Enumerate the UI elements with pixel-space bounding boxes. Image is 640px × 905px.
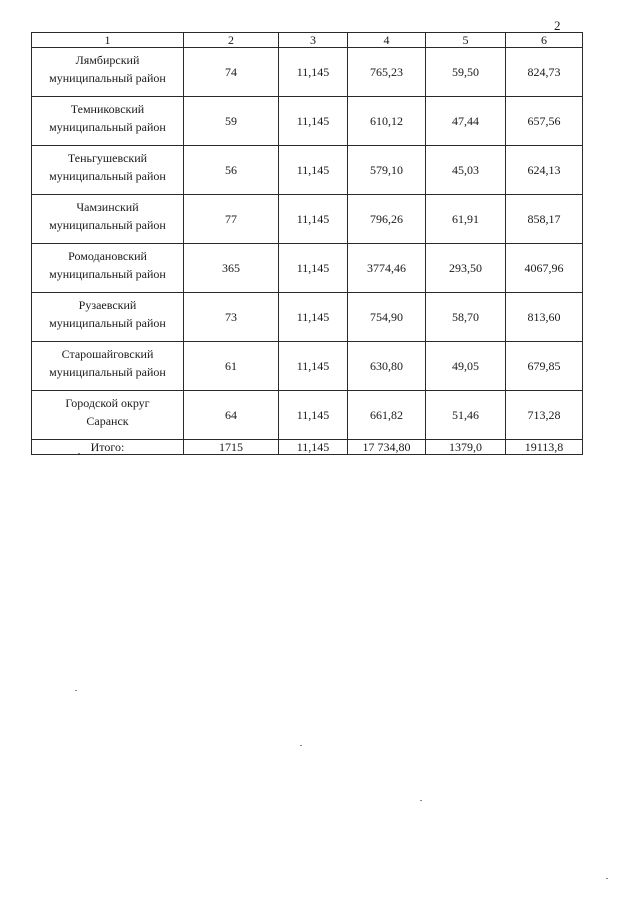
cell-col-3: 11,145 [279,244,348,293]
cell-col-6: 858,17 [506,195,583,244]
district-name-cell [32,97,184,146]
header-col-4: 4 [348,33,426,48]
district-name-line: Ромодановский [68,249,147,263]
cell-col-4: 630,80 [348,342,426,391]
header-col-1: 1 [32,33,184,48]
total-label: Итого: [32,440,184,455]
district-name-cell [32,146,184,195]
table-row [32,293,583,342]
table-row [32,97,583,146]
cell-col-3: 11,145 [279,146,348,195]
cell-col-6: 679,85 [506,342,583,391]
cell-col-2: 365 [184,244,279,293]
district-name-cell [32,391,184,440]
cell-col-2: 77 [184,195,279,244]
cell-col-4: 796,26 [348,195,426,244]
table-row [32,342,583,391]
cell-col-2: 74 [184,48,279,97]
district-name-line: муниципальный район [49,120,166,134]
cell-col-3: 11,145 [279,97,348,146]
table-header-row [32,33,583,48]
table-row [32,48,583,97]
district-name-line: Темниковский [70,102,145,116]
cell-col-2: 64 [184,391,279,440]
cell-col-4: 610,12 [348,97,426,146]
cell-col-5: 61,91 [426,195,506,244]
cell-col-4: 754,90 [348,293,426,342]
cell-col-5: 58,70 [426,293,506,342]
header-col-6: 6 [506,33,583,48]
cell-col-6: 824,73 [506,48,583,97]
district-name-line: муниципальный район [49,218,166,232]
district-name-line: Чамзинский [76,200,139,214]
cell-col-2: 73 [184,293,279,342]
total-col-5: 1379,0 [426,440,506,455]
header-col-2: 2 [184,33,279,48]
header-col-5: 5 [426,33,506,48]
cell-col-6: 624,13 [506,146,583,195]
cell-col-2: 61 [184,342,279,391]
cell-col-2: 59 [184,97,279,146]
scan-speck [75,690,77,691]
district-name-cell [32,293,184,342]
allocation-table [31,32,583,455]
cell-col-5: 45,03 [426,146,506,195]
cell-col-3: 11,145 [279,195,348,244]
district-name-cell [32,195,184,244]
district-name-line: Старошайговский [61,347,154,361]
cell-col-5: 49,05 [426,342,506,391]
district-name-line: Городской округ [65,396,150,410]
cell-col-3: 11,145 [279,342,348,391]
scan-speck [300,745,302,746]
district-name-line: муниципальный район [49,365,166,379]
cell-col-5: 59,50 [426,48,506,97]
cell-col-4: 579,10 [348,146,426,195]
table-row [32,146,583,195]
cell-col-6: 4067,96 [506,244,583,293]
total-col-2: 1715 [184,440,279,455]
cell-col-4: 3774,46 [348,244,426,293]
total-row [32,440,583,455]
scan-speck [420,800,422,801]
table-row [32,195,583,244]
scan-speck [606,878,608,879]
cell-col-3: 11,145 [279,391,348,440]
cell-col-3: 11,145 [279,48,348,97]
cell-col-4: 661,82 [348,391,426,440]
scan-speck [78,453,80,454]
district-name-cell [32,244,184,293]
district-name-cell [32,48,184,97]
district-name-line: Теньгушевский [67,151,148,165]
cell-col-3: 11,145 [279,293,348,342]
table-row [32,244,583,293]
cell-col-5: 51,46 [426,391,506,440]
page-number: 2 [554,18,561,33]
district-name-line: муниципальный район [49,316,166,330]
cell-col-2: 56 [184,146,279,195]
cell-col-5: 293,50 [426,244,506,293]
header-col-3: 3 [279,33,348,48]
total-col-3: 11,145 [279,440,348,455]
cell-col-6: 813,60 [506,293,583,342]
total-col-6: 19113,8 [506,440,583,455]
district-name-line: Рузаевский [78,298,137,312]
table-row [32,391,583,440]
district-name-line: Лямбирский [75,53,140,67]
district-name-line: муниципальный район [49,267,166,281]
district-name-cell [32,342,184,391]
cell-col-4: 765,23 [348,48,426,97]
cell-col-5: 47,44 [426,97,506,146]
district-name-line: муниципальный район [49,71,166,85]
cell-col-6: 657,56 [506,97,583,146]
total-col-4: 17 734,80 [348,440,426,455]
cell-col-6: 713,28 [506,391,583,440]
district-name-line: муниципальный район [49,169,166,183]
district-name-line: Саранск [86,414,129,428]
